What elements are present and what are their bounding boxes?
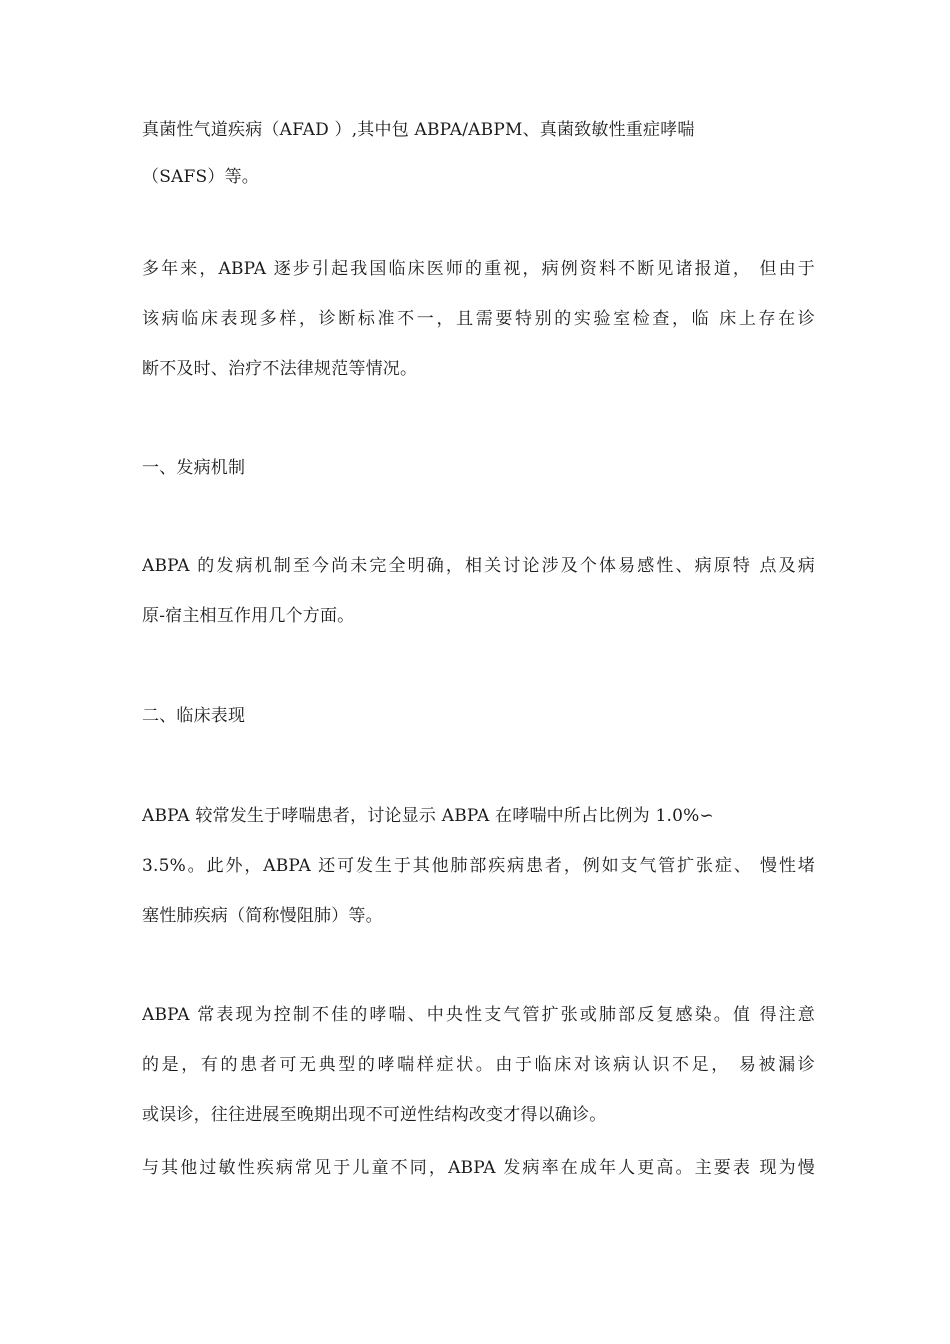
section-heading: 二、临床表现 bbox=[142, 706, 246, 726]
paragraph-line: 或误诊，往往进展至晚期出现不可逆性结构改变才得以确诊。 bbox=[142, 1105, 607, 1125]
paragraph-line: 多年来，ABPA 逐步引起我国临床医师的重视，病例资料不断见诸报道， 但由于 bbox=[142, 259, 815, 279]
paragraph-line: 3.5%。此外，ABPA 还可发生于其他肺部疾病患者，例如支气管扩张症、 慢性堵 bbox=[142, 856, 815, 876]
paragraph-line: （SAFS）等。 bbox=[142, 167, 259, 187]
paragraph-line: 断不及时、治疗不法律规范等情况。 bbox=[142, 359, 418, 379]
paragraph-line: 该病临床表现多样，诊断标准不一，且需要特别的实验室检查，临 床上存在诊 bbox=[142, 309, 815, 329]
paragraph-line: 的是，有的患者可无典型的哮喘样症状。由于临床对该病认识不足， 易被漏诊 bbox=[142, 1055, 815, 1075]
paragraph-line: 与其他过敏性疾病常见于儿童不同，ABPA 发病率在成年人更高。主要表 现为慢 bbox=[142, 1158, 815, 1178]
paragraph-line: 塞性肺疾病（简称慢阻肺）等。 bbox=[142, 906, 383, 926]
paragraph-line: ABPA 常表现为控制不佳的哮喘、中央性支气管扩张或肺部反复感染。值 得注意 bbox=[142, 1005, 815, 1025]
paragraph-line: ABPA 较常发生于哮喘患者，讨论显示 ABPA 在哮喘中所占比例为 1.0%∽ bbox=[142, 806, 714, 826]
paragraph-line: ABPA 的发病机制至今尚未完全明确，相关讨论涉及个体易感性、病原特 点及病 bbox=[142, 556, 815, 576]
section-heading: 一、发病机制 bbox=[142, 458, 246, 478]
paragraph-line: 真菌性气道疾病（AFAD ）,其中包 ABPA/ABPM、真菌致敏性重症哮喘 bbox=[142, 120, 695, 140]
paragraph-line: 原-宿主相互作用几个方面。 bbox=[142, 606, 355, 626]
